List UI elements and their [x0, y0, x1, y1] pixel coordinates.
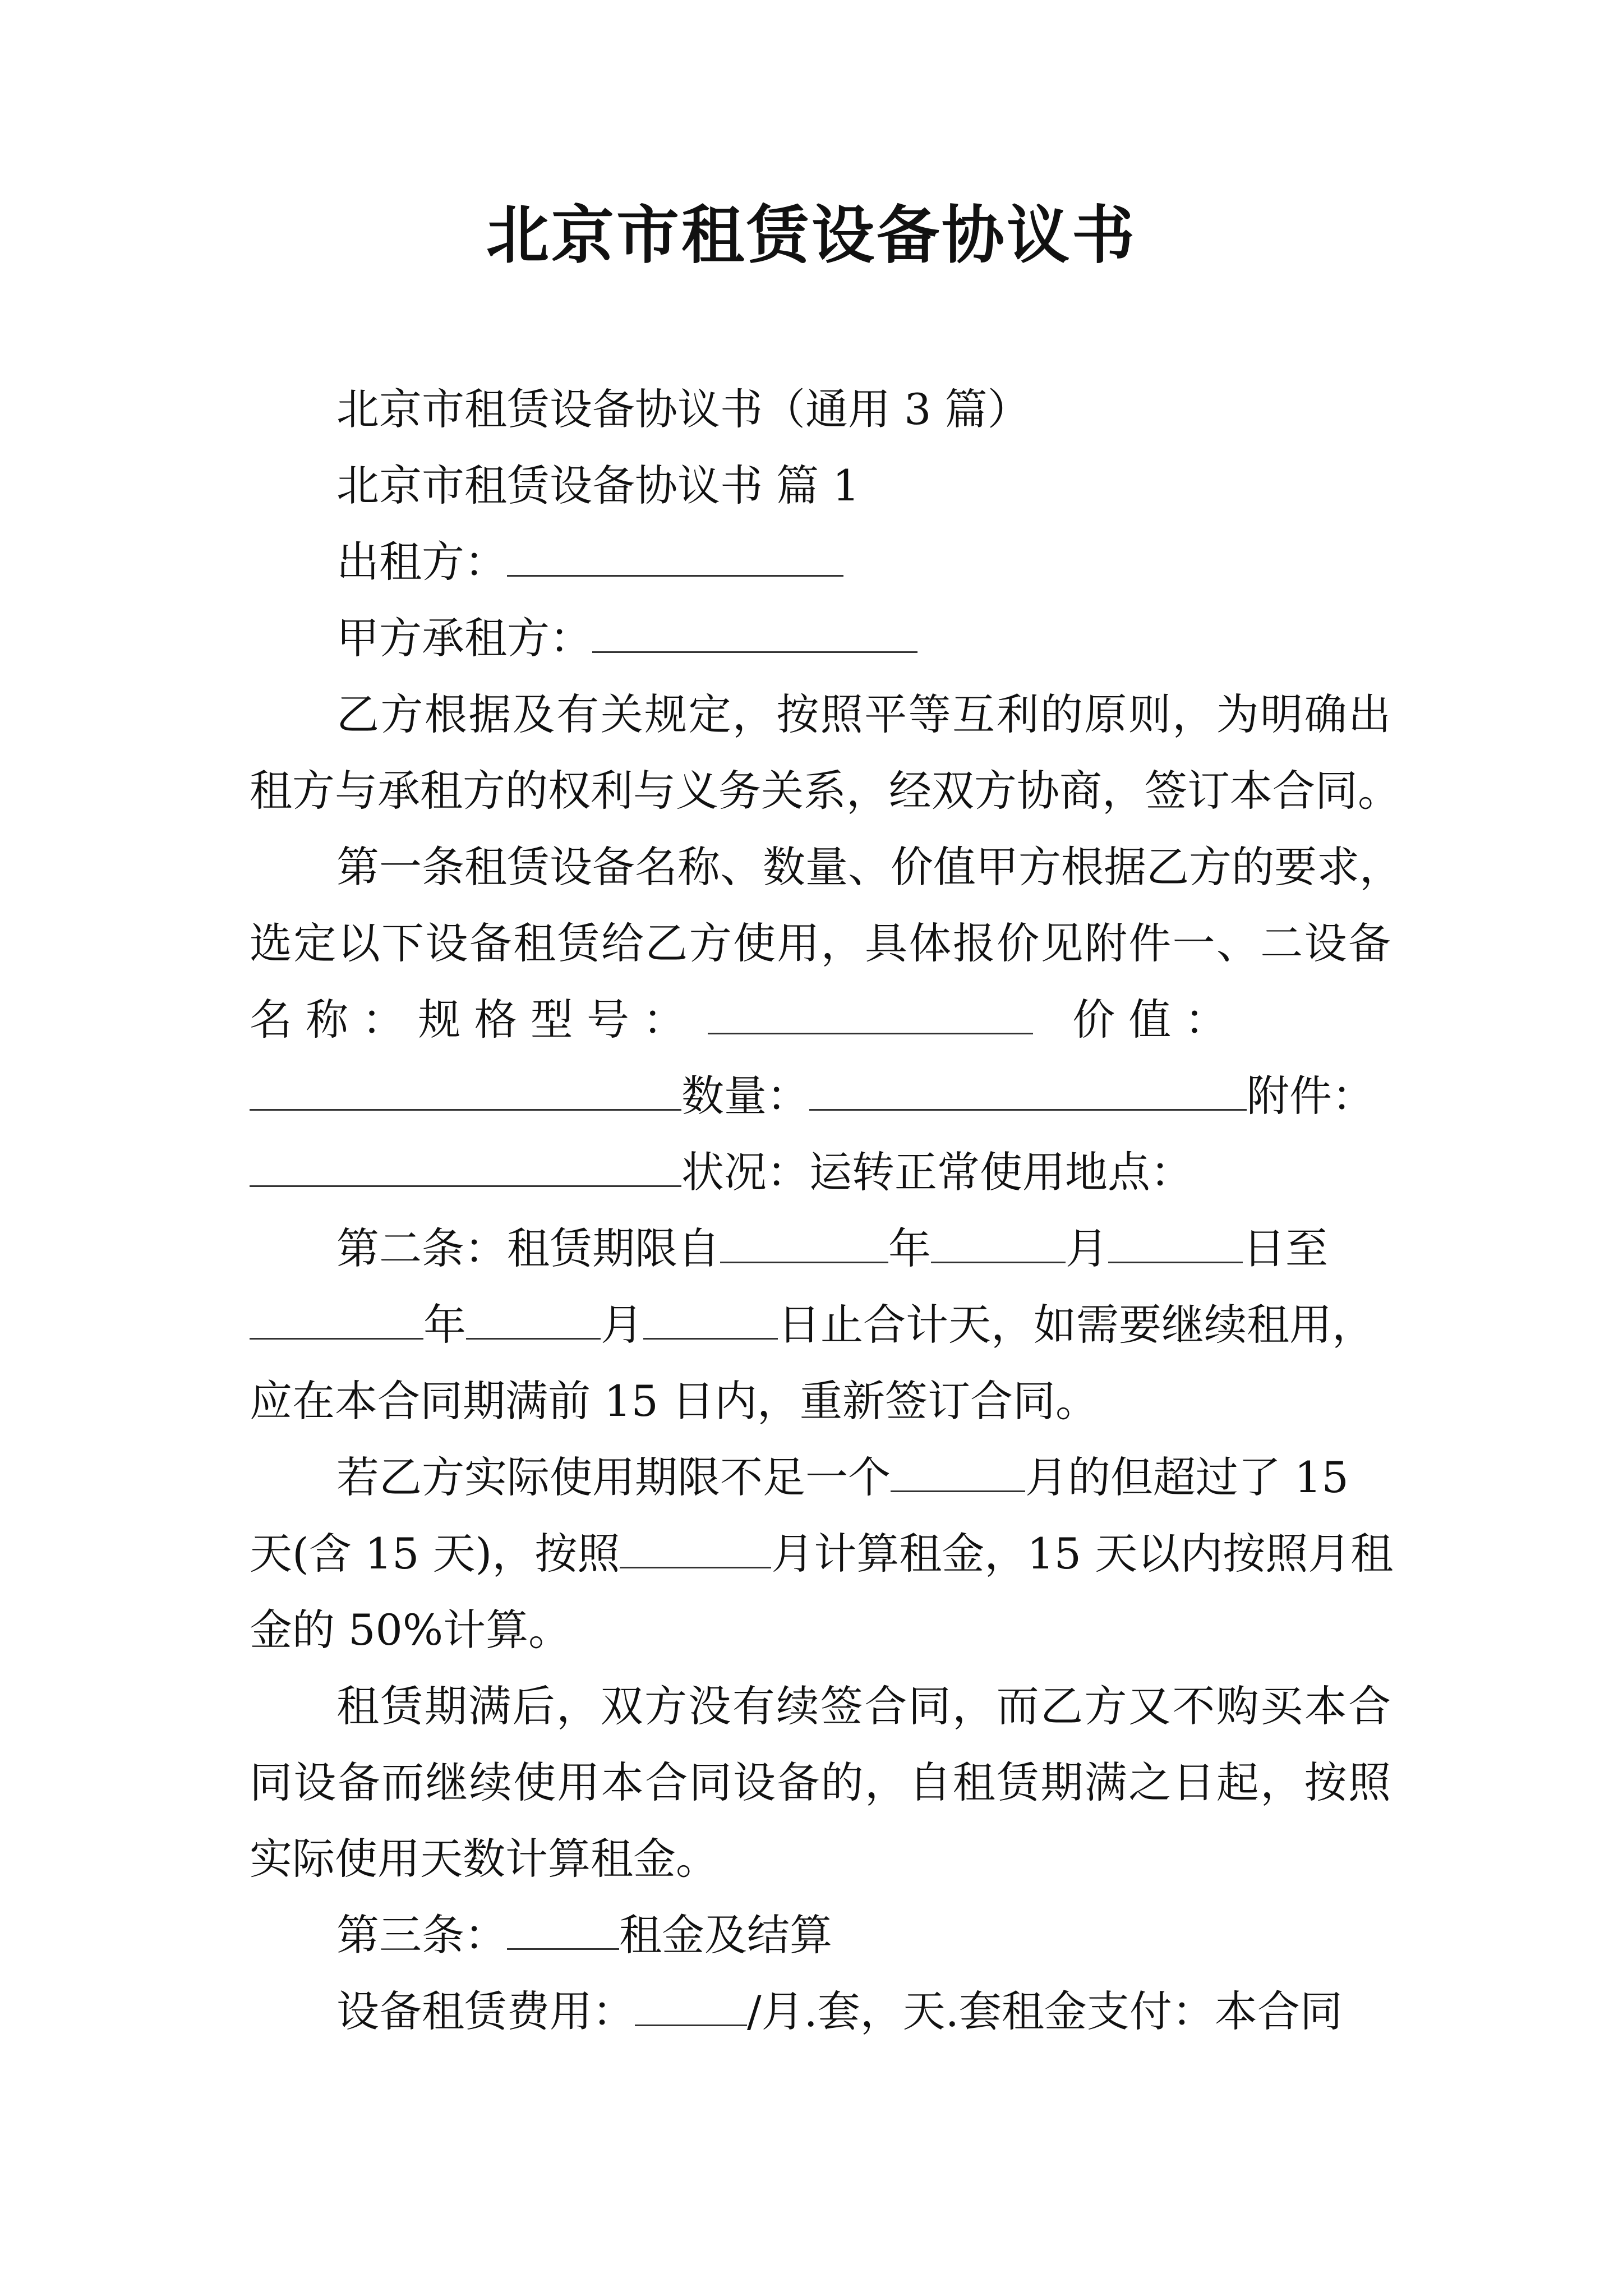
equipment-name-line — [250, 982, 1391, 1058]
value-blank — [250, 1066, 681, 1111]
end-day-blank — [643, 1295, 778, 1340]
start-day-blank — [1108, 1219, 1243, 1263]
month-blank — [891, 1448, 1025, 1492]
term-end-line — [250, 1287, 1391, 1363]
term-end-text: 日止合计天，如需要继续租用， — [778, 1300, 1375, 1350]
month-label: 月 — [601, 1300, 643, 1350]
quantity-blank — [809, 1066, 1247, 1111]
paragraph-line: 租赁期满后，双方没有续签合同，而乙方又不购买本合 — [336, 1681, 1391, 1731]
term-line — [336, 1211, 1391, 1287]
article-three-label: 第三条： — [336, 1910, 507, 1960]
paragraph-line: 金的 50%计算。 — [250, 1605, 571, 1655]
short-term-text: 若乙方实际使用期限不足一个 — [336, 1452, 891, 1502]
monthly-calc-text: 天(含 15 天)，按照 — [250, 1529, 620, 1579]
quantity-label: 数量： — [681, 1071, 809, 1121]
attachment-blank — [250, 1143, 681, 1187]
paragraph-line: 乙方根据及有关规定，按照平等互利的原则，为明确出 — [336, 689, 1391, 739]
lessor-blank — [507, 532, 843, 577]
year-label: 年 — [888, 1223, 931, 1273]
lessee-line — [336, 600, 1391, 677]
end-year-blank — [250, 1295, 423, 1340]
lessor-line — [336, 524, 1391, 600]
short-term-text-cont: 月的但超过了 15 — [1025, 1452, 1349, 1502]
subtitle-line: 北京市租赁设备协议书（通用 3 篇） — [336, 384, 1030, 434]
paragraph-line: 实际使用天数计算租金。 — [250, 1834, 718, 1884]
month-label: 月 — [1066, 1223, 1108, 1273]
value-label: 价 值 ： — [1072, 995, 1228, 1045]
term-label: 第二条：租赁期限自 — [336, 1223, 720, 1273]
equipment-spec-label: 名 称 ： 规 格 型 号 ： — [250, 995, 686, 1045]
article-three-blank — [507, 1906, 619, 1950]
quantity-line — [250, 1058, 1391, 1134]
monthly-calc-line — [250, 1516, 1394, 1592]
end-month-blank — [466, 1295, 601, 1340]
year-label: 年 — [423, 1300, 466, 1350]
rental-fee-label: 设备租赁费用： — [336, 1986, 635, 2036]
monthly-calc-text-cont: 月计算租金，15 天以内按照月租 — [771, 1529, 1394, 1579]
rental-fee-line — [336, 1973, 1391, 2050]
paragraph-line: 应在本合同期满前 15 日内，重新签订合同。 — [250, 1376, 1099, 1426]
condition-line — [250, 1134, 1391, 1211]
paragraph-line: 租方与承租方的权利与义务关系，经双方协商，签订本合同。 — [250, 766, 1400, 816]
day-to-label: 日至 — [1243, 1223, 1328, 1273]
attachment-label: 附件： — [1247, 1071, 1375, 1121]
paragraph-line: 同设备而继续使用本合同设备的，自租赁期满之日起，按照 — [250, 1757, 1391, 1807]
paragraph-line: 选定以下设备租赁给乙方使用，具体报价见附件一、二设备 — [250, 918, 1391, 968]
rental-fee-text: /月.套，天.套租金支付：本合同 — [747, 1986, 1343, 2036]
spec-blank — [708, 990, 1033, 1034]
lessee-blank — [592, 609, 917, 653]
condition-label: 状况：运转正常使用地点： — [681, 1147, 1193, 1197]
start-year-blank — [720, 1219, 888, 1263]
section-heading: 北京市租赁设备协议书 篇 1 — [336, 461, 860, 510]
start-month-blank — [931, 1219, 1066, 1263]
rental-fee-blank — [635, 1982, 747, 2026]
document-title: 北京市租赁设备协议书 — [486, 199, 1137, 272]
short-term-line — [336, 1439, 1391, 1516]
calc-month-blank — [620, 1524, 771, 1568]
article-three-line — [336, 1897, 1391, 1973]
article-three-title: 租金及结算 — [619, 1910, 832, 1960]
lessor-label: 出租方： — [336, 537, 507, 587]
paragraph-line: 第一条租赁设备名称、数量、价值甲方根据乙方的要求， — [336, 842, 1402, 892]
lessee-label: 甲方承租方： — [336, 613, 592, 663]
